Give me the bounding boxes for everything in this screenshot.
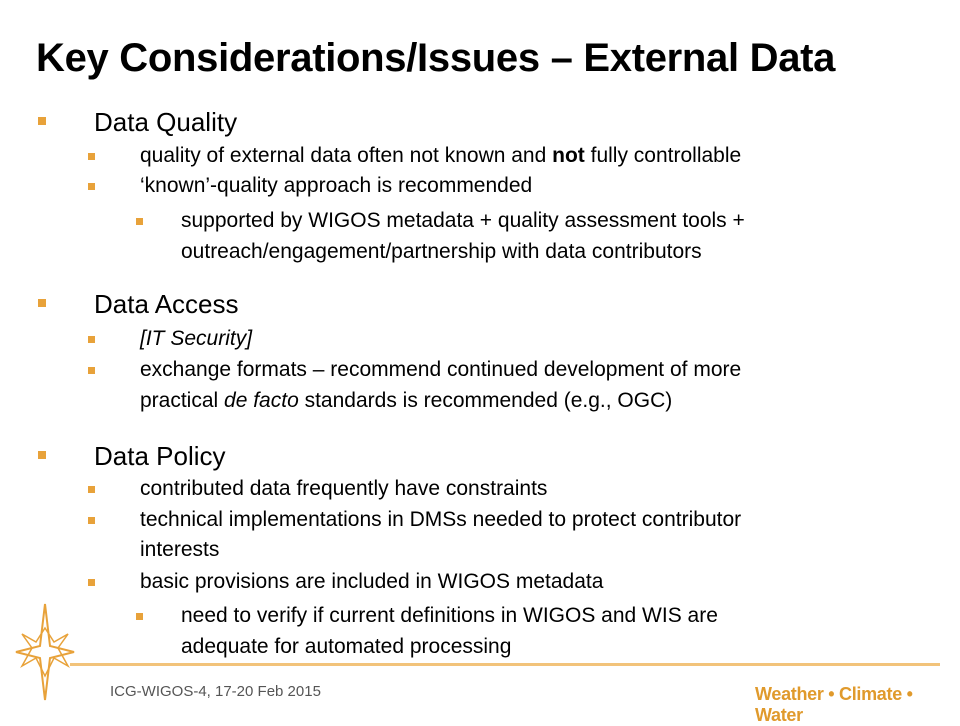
bullet-icon (88, 153, 95, 160)
emphasis-not: not (552, 144, 585, 167)
compass-star-icon (14, 602, 76, 702)
emphasis-de-facto: de facto (224, 389, 299, 412)
bullet-icon (88, 486, 95, 493)
bullet-icon (136, 613, 143, 620)
slide-title: Key Considerations/Issues – External Data (36, 36, 836, 80)
list-item-text (140, 142, 741, 170)
footer-citation: ICG-WIGOS-4, 17-20 Feb 2015 (110, 683, 321, 700)
bullet-icon (88, 579, 95, 586)
text-part: practical (140, 389, 225, 412)
list-item-text (140, 387, 672, 415)
bullet-icon (88, 183, 95, 190)
bullet-icon (38, 299, 46, 307)
footer-divider (70, 663, 940, 666)
bullet-icon (88, 367, 95, 374)
wmo-tagline: Weather • Climate • Water (755, 684, 913, 725)
bullet-icon (38, 451, 46, 459)
bullet-icon (88, 336, 95, 343)
bullet-icon (88, 517, 95, 524)
text-part: fully controllable (584, 144, 742, 167)
text-part: standards is recommended (e.g., OGC) (298, 389, 673, 412)
bullet-icon (136, 218, 143, 225)
text-part: quality of external data often not known and (140, 144, 553, 167)
bullet-icon (38, 117, 46, 125)
